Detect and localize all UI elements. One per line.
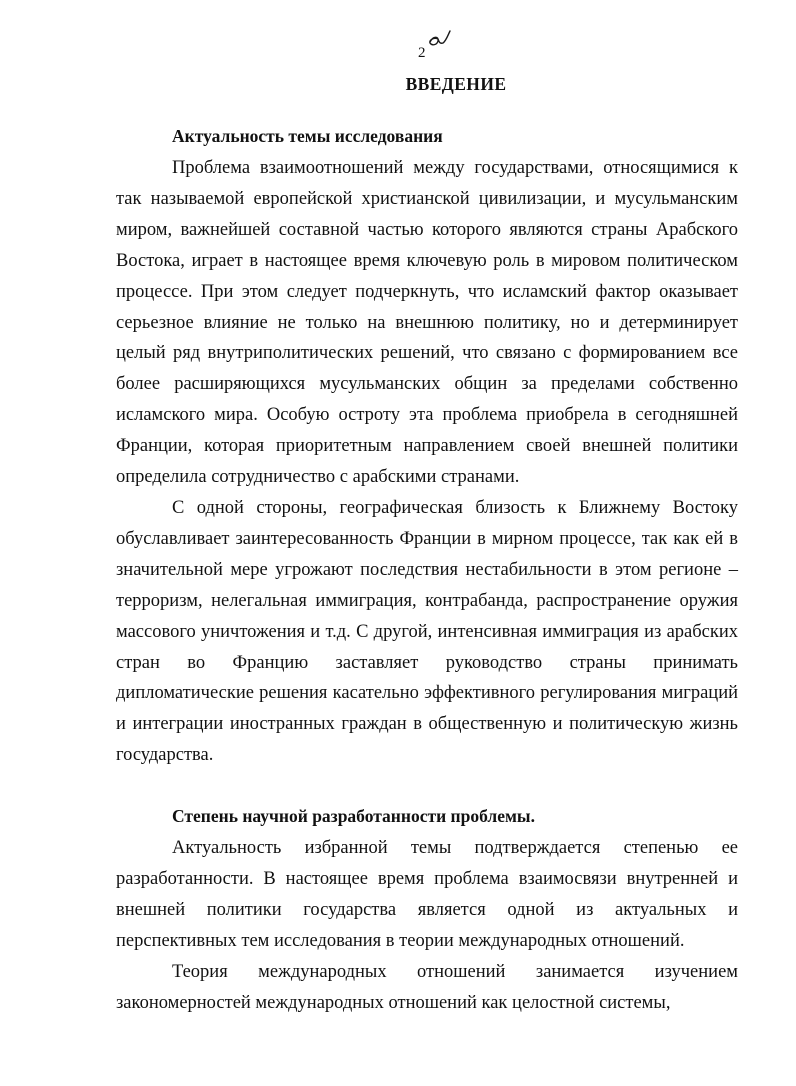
- handwritten-page-mark: [424, 26, 454, 52]
- section-heading-development: Степень научной разработанности проблемы.: [172, 806, 535, 826]
- paragraph: Теория международных отношений занимается изучением закономерностей международных отношений как целостной системы,: [116, 962, 738, 1013]
- page-number: 2: [418, 45, 426, 61]
- section-heading-relevance: Актуальность темы исследования: [172, 126, 443, 146]
- paragraph: Проблема взаимоотношений между государствами, относящимися к так называемой европейской христианской цивилизации, и мусульманским миром, важнейшей составной частью которого являются страны Арабского Востока, играет в настоящее время ключевую роль в мировом политическом процессе. При этом следует подчеркнуть, что исламский фактор оказывает серьезное влияние не только на внешнюю политику, но и детерминирует целый ряд внутриполитических решений, что связано с формированием все более расширяющихся мусульманских общин за пределами собственно исламского мира. Особую остроту эта проблема приобрела в сегодняшней Франции, которая приоритетным направлением своей внешней политики определила сотрудничество с арабскими странами.: [116, 158, 738, 488]
- paragraph: Актуальность избранной темы подтверждается степенью ее разработанности. В настоящее время проблема взаимосвязи внутренней и внешней политики государства является одной из актуальных и перспективных тем исследования в теории международных отношений.: [116, 838, 738, 951]
- paragraph: С одной стороны, географическая близость к Ближнему Востоку обуславливает заинтересованность Франции в мирном процессе, так как ей в значительной мере угрожают последствия нестабильности в этом регионе – терроризм, нелегальная иммиграция, контрабанда, распространение оружия массового уничтожения и т.д. С другой, интенсивная иммиграция из арабских стран во Францию заставляет руководство страны принимать дипломатические решения касательно эффективного регулирования миграций и интеграции иностранных граждан в общественную и политическую жизнь государства.: [116, 498, 738, 766]
- page-title: ВВЕДЕНИЕ: [405, 74, 507, 94]
